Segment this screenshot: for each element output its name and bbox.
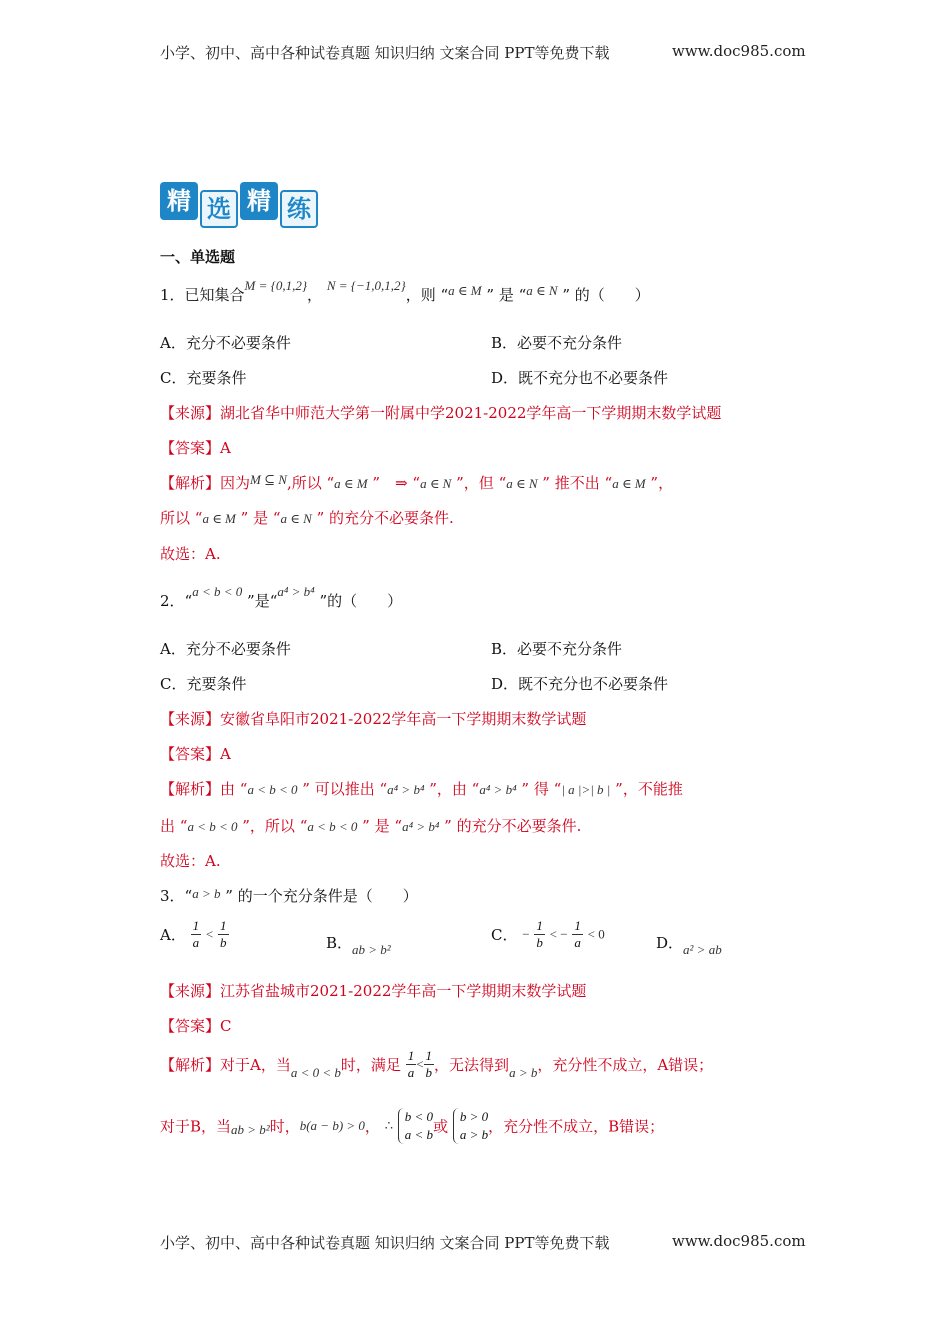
page-footer-site[interactable]: www.doc985.com (672, 1232, 806, 1250)
q2-a4: ” 得 “ (516, 780, 562, 798)
q1-a2: ,所以 “ (286, 474, 335, 492)
q3-option-c-label: C． (491, 926, 518, 944)
q2-analysis-tag: 【解析】 (160, 780, 221, 798)
q1-set-m: M = {0,1,2} (244, 278, 308, 293)
q2-pick: 故选：A. (160, 852, 221, 870)
q3-option-b-label: B． (326, 934, 353, 952)
q1-m2: a ∈ M (334, 476, 368, 491)
q3-source: 【来源】江苏省盐城市2021-2022学年高一下学期期末数学试题 (160, 982, 587, 1000)
q1-a4: ”，但 “ (451, 474, 507, 492)
logo-char-4: 练 (280, 190, 318, 228)
q3-a4: ，充分性不成立，A错误； (537, 1056, 714, 1074)
q1-source: 【来源】湖北省华中师范大学第一附属中学2021-2022学年高一下学期期末数学试题 (160, 404, 722, 422)
q2-m3: a⁴ > b⁴ (479, 782, 517, 797)
q2-b1: 出 “ (160, 817, 188, 835)
q1-b1: 所以 “ (160, 509, 203, 527)
question-1 (160, 278, 650, 305)
q2-m1: a < b < 0 (247, 782, 298, 797)
q3-option-c-frac-1: $\frac{1}{b}$ (536, 918, 543, 950)
logo-char-3: 精 (240, 182, 278, 220)
q2-option-d[interactable]: D．既不充分也不必要条件 (491, 675, 669, 693)
q3-frac-op: < (416, 1056, 424, 1072)
q3-a2: 时，满足 (340, 1056, 401, 1074)
q3-a1: 对于A，当 (220, 1056, 291, 1074)
q3-option-d-label: D． (656, 934, 684, 952)
q2-cond-1: a < b < 0 (192, 584, 243, 599)
q3-option-b[interactable] (326, 932, 391, 957)
q3-option-a-op: < (205, 926, 214, 942)
section-logo (160, 182, 330, 228)
q2-a2: ” 可以推出 “ (297, 780, 388, 798)
q3-frac-2: $\frac{1}{b}$ (425, 1048, 433, 1080)
q3-option-c-pre: − (522, 926, 530, 942)
q2-m5: a < b < 0 (187, 819, 238, 834)
q2-number: 2．“ (160, 592, 193, 610)
q2-option-c[interactable]: C．充要条件 (160, 675, 247, 693)
q3-option-a-frac-2: $\frac{1}{b}$ (220, 918, 227, 950)
q3-option-d[interactable] (656, 932, 722, 957)
q1-comma: ， (307, 286, 323, 304)
q3-option-c[interactable] (491, 918, 605, 951)
q2-option-a[interactable]: A．充分不必要条件 (160, 640, 291, 658)
q1-cond-1: a ∈ M (448, 283, 482, 298)
q1-analysis-line-2 (160, 507, 454, 528)
q3-b4: ，充分性不成立，B错误； (488, 1117, 665, 1136)
logo-char-1: 精 (160, 182, 198, 220)
q2-b3: ” 是 “ (357, 817, 403, 835)
q1-number: 1．已知集合 (160, 286, 245, 304)
q1-m6: a ∈ M (202, 511, 236, 526)
question-2 (160, 584, 403, 611)
q1-m1: M ⊆ N (250, 472, 287, 487)
q1-option-a[interactable]: A．充分不必要条件 (160, 334, 291, 352)
q2-a5: ”，不能推 (610, 780, 683, 798)
q3-brace-2: b > 0 a > b (453, 1108, 488, 1144)
q3-end: ” 的一个充分条件是（ ） (220, 887, 418, 905)
q2-is: ”是“ (242, 592, 278, 610)
q3-number: 3．“ (160, 887, 193, 905)
q2-answer: 【答案】A (160, 745, 231, 763)
q3-answer: 【答案】C (160, 1017, 232, 1035)
q2-source: 【来源】安徽省阜阳市2021-2022学年高一下学期期末数学试题 (160, 710, 587, 728)
q3-brace-1: b < 0 a < b (398, 1108, 433, 1144)
q1-end: ” 的（ ） (557, 286, 650, 304)
q3-option-c-op: < − (549, 926, 568, 942)
q3-option-a-label: A． (160, 926, 186, 944)
q3-option-a[interactable] (160, 918, 229, 951)
q2-analysis-line-2 (160, 815, 581, 836)
q3-m1: a < 0 < b (290, 1064, 341, 1080)
q3-analysis-line-2 (160, 1108, 664, 1144)
q3-m3: ab > b² (231, 1122, 270, 1137)
logo-char-2: 选 (200, 190, 238, 228)
q1-analysis-line-1 (160, 472, 673, 493)
q1-m3: a ∈ N (420, 476, 452, 491)
q1-option-c[interactable]: C．充要条件 (160, 369, 247, 387)
q3-b3: ， (364, 1117, 380, 1136)
q2-option-b[interactable]: B．必要不充分条件 (491, 640, 623, 658)
q1-set-n: N = {−1,0,1,2} (326, 278, 406, 293)
q1-b3: ” 的充分不必要条件. (311, 509, 454, 527)
q2-m2: a⁴ > b⁴ (387, 782, 425, 797)
q1-cond-2: a ∈ N (526, 283, 558, 298)
q2-m4: | a |>| b | (561, 782, 611, 797)
q1-m7: a ∈ N (280, 511, 312, 526)
q3-therefore: ∴ (384, 1118, 393, 1133)
page-header-text: 小学、初中、高中各种试卷真题 知识归纳 文案合同 PPT等免费下载 (160, 44, 610, 62)
q2-b2: ”，所以 “ (237, 817, 308, 835)
q1-a6: ”， (645, 474, 674, 492)
section-title: 一、单选题 (160, 248, 236, 266)
q2-m6: a < b < 0 (307, 819, 358, 834)
q1-b2: ” 是 “ (235, 509, 281, 527)
q3-option-c-post: < 0 (587, 926, 605, 942)
q3-a3: ，无法得到 (434, 1056, 510, 1074)
q1-m5: a ∈ M (612, 476, 646, 491)
q3-m2: a > b (509, 1064, 538, 1080)
q2-m7: a⁴ > b⁴ (402, 819, 440, 834)
q2-a3: ”，由 “ (424, 780, 480, 798)
page-header-site[interactable]: www.doc985.com (672, 42, 806, 60)
q1-a5: ” 推不出 “ (537, 474, 613, 492)
q2-end: ”的（ ） (314, 592, 403, 610)
q3-option-c-frac-2: $\frac{1}{a}$ (574, 918, 581, 950)
q3-analysis-tag: 【解析】 (160, 1056, 221, 1074)
question-3 (160, 885, 418, 906)
q3-option-b-math: ab > b² (352, 942, 391, 957)
q1-pick: 故选：A. (160, 545, 221, 563)
q3-b1: 对于B，当 (160, 1117, 232, 1136)
q1-analysis-tag: 【解析】 (160, 474, 221, 492)
q3-m4: b(a − b) > 0 (299, 1118, 365, 1133)
q1-a1: 因为 (220, 474, 251, 492)
q1-answer: 【答案】A (160, 439, 231, 457)
q3-option-d-math: a² > ab (683, 942, 722, 957)
q2-a1: 由 “ (220, 780, 248, 798)
page-footer-text: 小学、初中、高中各种试卷真题 知识归纳 文案合同 PPT等免费下载 (160, 1234, 610, 1252)
q1-option-d[interactable]: D．既不充分也不必要条件 (491, 369, 669, 387)
q1-a3: ” ⇒ “ (367, 474, 421, 492)
q3-cond: a > b (192, 886, 221, 901)
q1-m4: a ∈ N (506, 476, 538, 491)
q1-is: ” 是 “ (481, 286, 527, 304)
q1-then: ，则 “ (405, 286, 449, 304)
q1-option-b[interactable]: B．必要不充分条件 (491, 334, 623, 352)
q3-option-a-frac-1: $\frac{1}{a}$ (192, 918, 200, 950)
q3-or: 或 (433, 1117, 449, 1136)
q2-cond-2: a⁴ > b⁴ (277, 584, 315, 599)
q2-analysis-line-1 (160, 778, 683, 799)
q3-analysis-line-1 (160, 1048, 713, 1081)
q2-b4: ” 的充分不必要条件. (439, 817, 582, 835)
q3-frac-1: $\frac{1}{a}$ (407, 1048, 415, 1080)
q3-b2: 时， (269, 1117, 300, 1136)
